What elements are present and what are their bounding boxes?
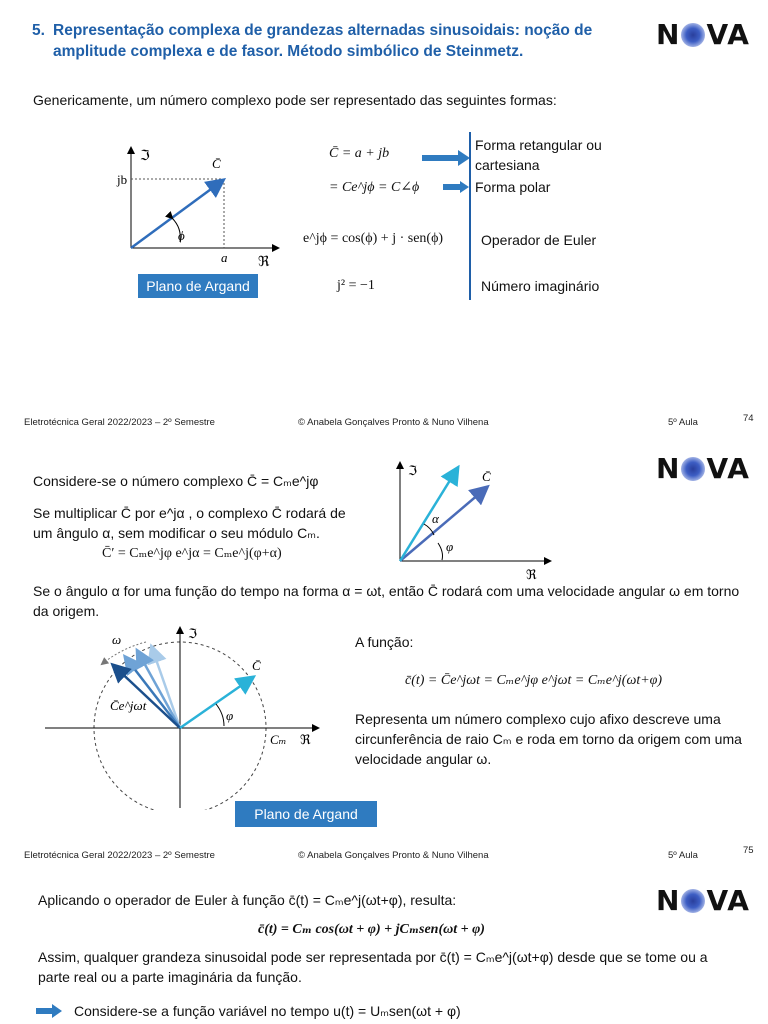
footer-lesson-75: 5º Aula <box>668 850 698 861</box>
phi-arc-circle <box>216 704 224 726</box>
p2-line2: Se multiplicar C̄ por e^jα , o complexo C̄ rodará de um ângulo α, sem modificar o seu módulo Cₘ. <box>33 505 346 541</box>
plano-argand-label-2: Plano de Argand <box>235 801 377 827</box>
footer-course-75: Eletrotécnica Geral 2022/2023 – 2º Semestre <box>24 850 215 861</box>
p3-eq-euler: c̄(t) = Cₘ cos(ωt + φ) + jCₘsen(ωt + φ) <box>258 922 485 937</box>
eq-rect: C̄ = a + jb <box>329 146 390 161</box>
represents-text: Representa um número complexo cujo afixo descreve uma circunferência de raio Cₘ e roda em torno da origem com uma velocidade angular ω. <box>355 711 742 767</box>
c-label: C̄ <box>212 156 221 171</box>
p3-line1: Aplicando o operador de Euler à função c̄(t) = Cₘe^j(ωt+φ), resulta: <box>38 892 457 908</box>
vector-fade-1 <box>126 658 180 728</box>
nova-logo-3: N VA <box>656 884 750 917</box>
logo-globe-icon <box>681 457 705 481</box>
argand-diagram-1 <box>100 138 300 273</box>
section-title-text: Representação complexa de grandezas alternadas sinusoidais: noção de amplitude complexa e de fasor. Método simbólico de Steinmetz. <box>53 22 593 60</box>
page-number-75: 75 <box>743 845 754 856</box>
phi-label-small: φ <box>446 539 454 554</box>
arrow-rect-icon <box>422 150 470 166</box>
eq-function: c̄(t) = C̄e^jωt = Cₘe^jφ e^jωt = Cₘe^j(ωt+φ) <box>405 673 663 688</box>
re-axis-label: ℜ <box>258 255 270 270</box>
im-label-circle: ℑ <box>188 626 198 641</box>
omega-label: ω <box>112 632 122 647</box>
phi-arc-small <box>438 543 443 560</box>
label-imaginary: Número imaginário <box>481 278 600 294</box>
cejwt-label: C̄e^jωt <box>110 698 147 713</box>
p3-line2: Assim, qualquer grandeza sinusoidal pode ser representada por c̄(t) = Cₘe^j(ωt+φ) desde que se tome ou a parte real ou a parte imaginária da função. <box>38 949 708 985</box>
phi-label-circle: φ <box>226 708 234 723</box>
a-label: a <box>221 250 228 265</box>
arrow-polar-icon <box>443 181 469 193</box>
p2-line3: Se o ângulo α for uma função do tempo na forma α = ωt, então C̄ rodará com uma velocidade angular ω em torno da origem. <box>33 583 740 619</box>
plano-argand-label-1: Plano de Argand <box>138 274 258 298</box>
footer-course-74: Eletrotécnica Geral 2022/2023 – 2º Semestre <box>24 417 215 428</box>
vector-c-small <box>400 488 486 561</box>
p3-line3: Considere-se a função variável no tempo u(t) = Uₘsen(ωt + φ) <box>74 1003 461 1019</box>
logo-globe-icon <box>681 889 705 913</box>
re-label-circle: ℜ <box>300 732 311 747</box>
re-label-small: ℜ <box>526 567 537 582</box>
label-euler-operator: Operador de Euler <box>481 232 597 248</box>
separator-bar <box>469 132 471 300</box>
logo-globe-icon <box>681 23 705 47</box>
vector-fade-2 <box>138 652 180 728</box>
page-number-74: 74 <box>743 413 754 424</box>
section-number: 5. <box>32 22 45 39</box>
c-label-circle: C̄ <box>252 658 261 673</box>
func-label: A função: <box>355 634 414 650</box>
eq-j: j² = −1 <box>337 278 375 293</box>
vector-c <box>131 181 222 248</box>
section-title <box>32 20 622 62</box>
jb-label: jb <box>117 172 128 187</box>
nova-logo-2: N VA <box>656 452 750 485</box>
cm-label: Cₘ <box>270 732 287 747</box>
footer-authors-74: © Anabela Gonçalves Pronto & Nuno Vilhena <box>298 417 489 428</box>
p2-line1: Considere-se o número complexo C̄ = Cₘe^jφ <box>33 473 319 489</box>
rotation-diagram <box>390 455 560 585</box>
label-rect-form: Forma retangular ou cartesiana <box>475 137 602 173</box>
bullet-arrow-icon <box>36 1004 62 1018</box>
intro-text: Genericamente, um número complexo pode ser representado das seguintes formas: <box>33 92 557 108</box>
rotating-phasor-diagram <box>40 620 330 810</box>
c-label-small: C̄ <box>482 469 491 484</box>
eq-polar: = Ce^jϕ = C∠ϕ <box>329 180 420 195</box>
vector-c-circle <box>180 678 252 728</box>
phi-label: ϕ <box>178 228 185 243</box>
p2-eq-rotation: C̄′ = Cₘe^jφ e^jα = Cₘe^j(φ+α) <box>102 546 282 561</box>
footer-lesson-74: 5º Aula <box>668 417 698 428</box>
alpha-label: α <box>432 511 439 526</box>
eq-euler: e^jϕ = cos(ϕ) + j · sen(ϕ) <box>303 231 444 246</box>
im-label-small: ℑ <box>408 463 418 478</box>
footer-authors-75: © Anabela Gonçalves Pronto & Nuno Vilhena <box>298 850 489 861</box>
im-axis-label: ℑ <box>140 149 150 164</box>
nova-logo: N VA <box>656 18 750 51</box>
label-polar-form: Forma polar <box>475 179 551 195</box>
